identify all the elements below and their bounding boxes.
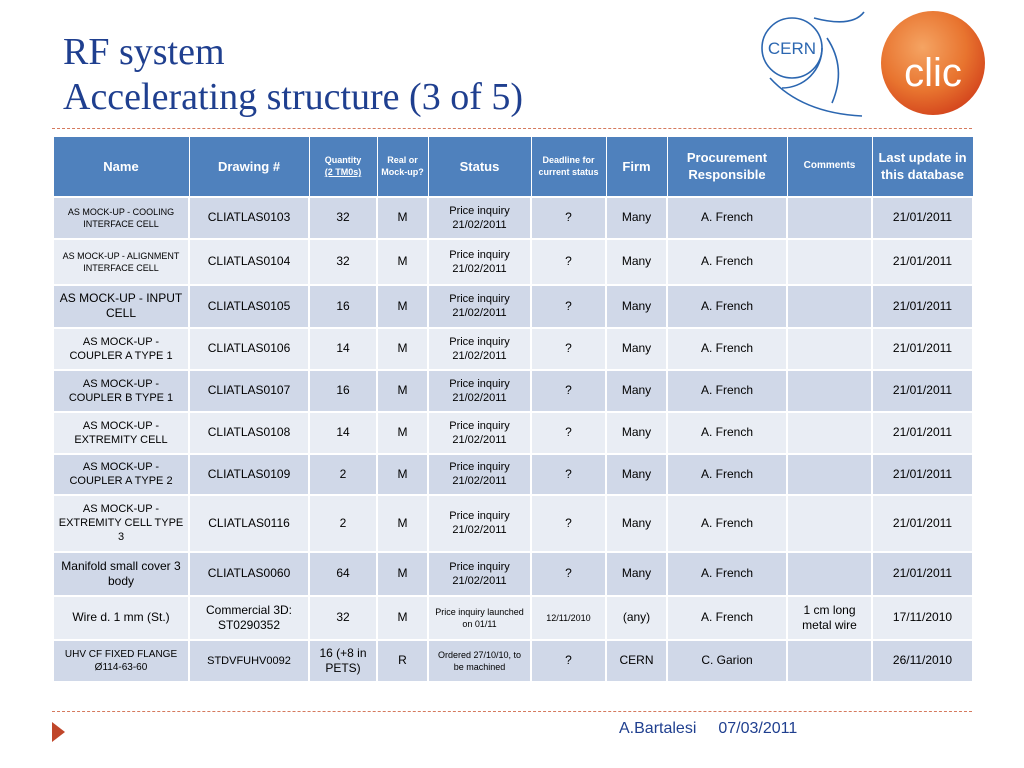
cell-last-update: 21/01/2011 (872, 370, 973, 412)
cell-real-mock: M (377, 370, 428, 412)
cell-comments (787, 285, 872, 328)
cell-drawing: CLIATLAS0104 (189, 239, 309, 285)
cell-status: Price inquiry 21/02/2011 (428, 495, 531, 552)
cell-last-update: 21/01/2011 (872, 197, 973, 239)
cell-deadline: ? (531, 239, 606, 285)
cell-firm: Many (606, 454, 667, 495)
cell-drawing: CLIATLAS0109 (189, 454, 309, 495)
table-row (53, 596, 973, 640)
cell-name: Wire d. 1 mm (St.) (53, 596, 189, 640)
cell-drawing: CLIATLAS0116 (189, 495, 309, 552)
table-row (53, 328, 973, 370)
cell-firm: Many (606, 328, 667, 370)
cell-deadline: ? (531, 640, 606, 682)
table-row (53, 285, 973, 328)
cell-drawing: CLIATLAS0103 (189, 197, 309, 239)
cell-status: Price inquiry 21/02/2011 (428, 239, 531, 285)
clic-logo-text: clic (904, 51, 962, 95)
col-header-status: Status (428, 137, 531, 197)
header-divider (52, 128, 972, 129)
cell-firm: Many (606, 197, 667, 239)
cell-quantity: 14 (309, 328, 377, 370)
cell-quantity: 16 (+8 in PETS) (309, 640, 377, 682)
cell-real-mock: R (377, 640, 428, 682)
cell-quantity: 32 (309, 596, 377, 640)
cell-comments (787, 495, 872, 552)
cell-status: Price inquiry 21/02/2011 (428, 454, 531, 495)
cell-name: AS MOCK-UP - COOLING INTERFACE CELL (53, 197, 189, 239)
cell-drawing: CLIATLAS0108 (189, 412, 309, 454)
col-header-quantity-sub: (2 TM0s) (324, 167, 362, 178)
cell-comments (787, 239, 872, 285)
cell-name: Manifold small cover 3 body (53, 552, 189, 596)
cell-procurement: A. French (667, 285, 787, 328)
cell-comments (787, 370, 872, 412)
cell-drawing: Commercial 3D: ST0290352 (189, 596, 309, 640)
cell-quantity: 14 (309, 412, 377, 454)
cell-deadline: ? (531, 412, 606, 454)
cell-last-update: 21/01/2011 (872, 552, 973, 596)
cell-quantity: 16 (309, 285, 377, 328)
cern-logo-text: CERN (767, 39, 817, 58)
cell-quantity: 64 (309, 552, 377, 596)
cell-real-mock: M (377, 412, 428, 454)
table-row (53, 197, 973, 239)
footer-author: A.Bartalesi (619, 720, 697, 737)
cell-status: Price inquiry 21/02/2011 (428, 370, 531, 412)
cell-deadline: ? (531, 197, 606, 239)
cell-deadline: 12/11/2010 (531, 596, 606, 640)
cell-last-update: 21/01/2011 (872, 328, 973, 370)
cell-name: UHV CF FIXED FLANGE Ø114-63-60 (53, 640, 189, 682)
table-header-row (53, 137, 973, 197)
cell-real-mock: M (377, 454, 428, 495)
cell-quantity: 16 (309, 370, 377, 412)
cell-procurement: C. Garion (667, 640, 787, 682)
cell-name: AS MOCK-UP - COUPLER A TYPE 1 (53, 328, 189, 370)
cell-firm: Many (606, 370, 667, 412)
col-header-firm: Firm (606, 137, 667, 197)
cell-drawing: CLIATLAS0106 (189, 328, 309, 370)
cell-procurement: A. French (667, 552, 787, 596)
cell-last-update: 21/01/2011 (872, 239, 973, 285)
table-row (53, 640, 973, 682)
col-header-name: Name (53, 137, 189, 197)
slide-footer (619, 720, 797, 738)
cell-quantity: 32 (309, 239, 377, 285)
table-row (53, 552, 973, 596)
clic-logo (879, 10, 989, 116)
cell-comments (787, 197, 872, 239)
title-line-1: RF system (63, 31, 225, 73)
cell-name: AS MOCK-UP - COUPLER A TYPE 2 (53, 454, 189, 495)
cell-deadline: ? (531, 285, 606, 328)
cell-quantity: 32 (309, 197, 377, 239)
cell-deadline: ? (531, 495, 606, 552)
cell-last-update: 26/11/2010 (872, 640, 973, 682)
cell-procurement: A. French (667, 454, 787, 495)
col-header-last-update: Last update in this database (872, 137, 973, 197)
cell-name: AS MOCK-UP - COUPLER B TYPE 1 (53, 370, 189, 412)
cell-procurement: A. French (667, 328, 787, 370)
cell-firm: Many (606, 412, 667, 454)
cell-real-mock: M (377, 285, 428, 328)
footer-date: 07/03/2011 (718, 720, 798, 737)
cell-comments (787, 640, 872, 682)
table-row (53, 370, 973, 412)
cell-firm: Many (606, 552, 667, 596)
cell-deadline: ? (531, 552, 606, 596)
cell-quantity: 2 (309, 454, 377, 495)
cell-firm: Many (606, 495, 667, 552)
cell-deadline: ? (531, 328, 606, 370)
table-row (53, 454, 973, 495)
cell-real-mock: M (377, 328, 428, 370)
cell-last-update: 21/01/2011 (872, 454, 973, 495)
cell-last-update: 21/01/2011 (872, 412, 973, 454)
cell-firm: Many (606, 285, 667, 328)
cell-last-update: 21/01/2011 (872, 285, 973, 328)
cell-comments (787, 328, 872, 370)
cell-status: Price inquiry 21/02/2011 (428, 285, 531, 328)
col-header-quantity (309, 137, 377, 197)
cell-deadline: ? (531, 370, 606, 412)
cell-name: AS MOCK-UP - INPUT CELL (53, 285, 189, 328)
col-header-deadline: Deadline for current status (531, 137, 606, 197)
cell-status: Price inquiry 21/02/2011 (428, 552, 531, 596)
cell-name: AS MOCK-UP - EXTREMITY CELL (53, 412, 189, 454)
cell-deadline: ? (531, 454, 606, 495)
slide-title (63, 30, 523, 120)
cell-status: Price inquiry 21/02/2011 (428, 412, 531, 454)
table-row (53, 412, 973, 454)
cell-comments (787, 552, 872, 596)
cell-firm: CERN (606, 640, 667, 682)
cell-status: Price inquiry 21/02/2011 (428, 197, 531, 239)
cell-drawing: CLIATLAS0060 (189, 552, 309, 596)
cell-real-mock: M (377, 596, 428, 640)
cell-real-mock: M (377, 197, 428, 239)
cell-procurement: A. French (667, 197, 787, 239)
cell-real-mock: M (377, 552, 428, 596)
footer-divider (52, 711, 972, 712)
title-line-2: Accelerating structure (3 of 5) (63, 76, 524, 118)
cell-drawing: STDVFUHV0092 (189, 640, 309, 682)
cell-last-update: 21/01/2011 (872, 495, 973, 552)
cell-procurement: A. French (667, 412, 787, 454)
cell-comments: 1 cm long metal wire (787, 596, 872, 640)
cell-real-mock: M (377, 495, 428, 552)
cell-drawing: CLIATLAS0105 (189, 285, 309, 328)
table-row (53, 239, 973, 285)
cell-real-mock: M (377, 239, 428, 285)
bullet-arrow-icon (52, 722, 66, 742)
accelerating-structure-table (52, 136, 974, 683)
cell-status: Price inquiry launched on 01/11 (428, 596, 531, 640)
cell-procurement: A. French (667, 370, 787, 412)
cern-logo (752, 8, 870, 123)
cell-firm: Many (606, 239, 667, 285)
cell-name: AS MOCK-UP - ALIGNMENT INTERFACE CELL (53, 239, 189, 285)
cell-procurement: A. French (667, 596, 787, 640)
cell-name: AS MOCK-UP - EXTREMITY CELL TYPE 3 (53, 495, 189, 552)
cell-procurement: A. French (667, 239, 787, 285)
cell-status: Ordered 27/10/10, to be machined (428, 640, 531, 682)
col-header-procurement: Procurement Responsible (667, 137, 787, 197)
col-header-quantity-label: Quantity (324, 155, 362, 166)
cell-last-update: 17/11/2010 (872, 596, 973, 640)
col-header-real-mock: Real or Mock-up? (377, 137, 428, 197)
cell-procurement: A. French (667, 495, 787, 552)
cell-status: Price inquiry 21/02/2011 (428, 328, 531, 370)
col-header-drawing: Drawing # (189, 137, 309, 197)
cell-firm: (any) (606, 596, 667, 640)
col-header-comments: Comments (787, 137, 872, 197)
cell-comments (787, 412, 872, 454)
cell-drawing: CLIATLAS0107 (189, 370, 309, 412)
table-row (53, 495, 973, 552)
cell-quantity: 2 (309, 495, 377, 552)
cell-comments (787, 454, 872, 495)
